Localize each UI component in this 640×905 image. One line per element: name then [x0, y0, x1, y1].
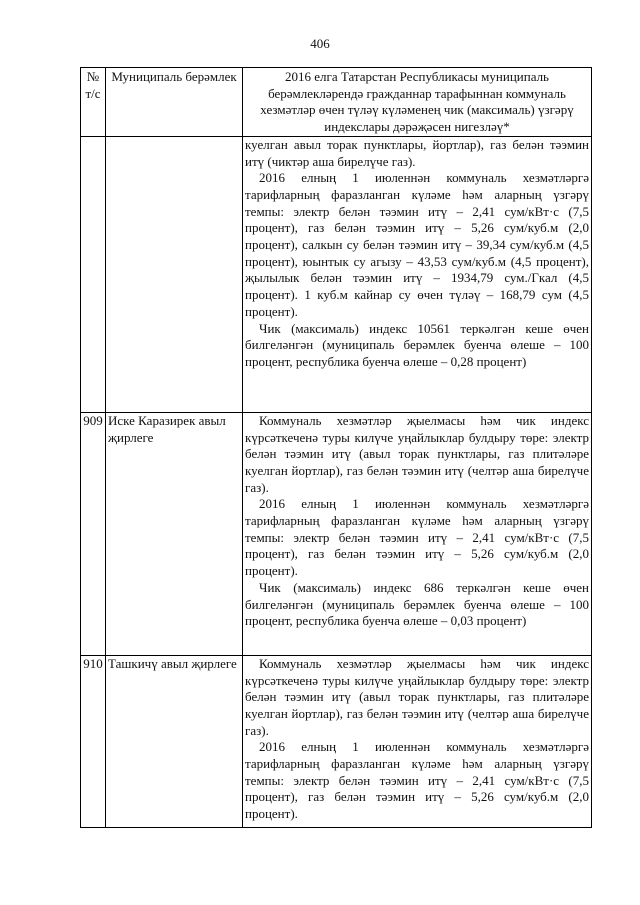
row-number: 910 [81, 655, 106, 827]
row-municipality [106, 136, 243, 412]
description-paragraph: 2016 елның 1 июленнән коммуналь хезмәтләргә тарифларның фаразланган күләме һәм аларның үзгәрү темпы: электр белән тәэмин итү – 2,41 сум/кВт·с (7,5 процент), газ белән тәэмин итү – 5,26 сум/куб.м (2,0 процент), салкын су белән тәэмин итү – 39,34 сум/куб.м (4,5 процент), юынтык су агызу – 43,53 сум/куб.м (4,5 процент), җылылык белән тәэмин итү – 1934,79 сум./Гкал (4,5 процент). 1 куб.м кайнар су өчен түләү – 168,79 сум (4,5 процент). [245, 170, 589, 319]
row-number [81, 136, 106, 412]
description-paragraph: Коммуналь хезмәтләр җыелмасы һәм чик индекс күрсәткеченә туры килүче уңайлыклар булдыру төре: электр белән тәэмин итү (авыл торак пунктлары, газ плитәләре куелган йортлар), газ белән тәэмин итү (челтәр аша бирелүче газ). [245, 655, 589, 738]
row-number: 909 [81, 412, 106, 655]
tariff-index-table [80, 67, 592, 828]
page-number: 406 [310, 36, 330, 51]
header-number: № т/с [81, 68, 106, 137]
row-municipality: Ташкичү авыл җирлеге [106, 655, 243, 827]
description-paragraph: 2016 елның 1 июленнән коммуналь хезмәтләргә тарифларның фаразланган күләме һәм аларның үзгәрү темпы: электр белән тәэмин итү – 2,41 сум/кВт·с (7,5 процент), газ белән тәэмин итү – 5,26 сум/куб.м (2,0 процент). [245, 739, 589, 822]
description-paragraph: Коммуналь хезмәтләр җыелмасы һәм чик индекс күрсәткеченә туры килүче уңайлыклар булдыру төре: электр белән тәэмин итү (авыл торак пунктлары, газ плитәләре куелган йортлар), газ белән тәэмин итү (челтәр аша бирелүче газ). [245, 412, 589, 495]
table-row [81, 655, 592, 827]
table-header-row [81, 68, 592, 137]
row-municipality: Иске Каразирек авыл җирлеге [106, 412, 243, 655]
table-row [81, 136, 592, 412]
description-paragraph: куелган авыл торак пунктлары, йортлар), газ белән тәэмин итү (чиктәр аша бирелүче газ). [245, 136, 589, 169]
description-paragraph: 2016 елның 1 июленнән коммуналь хезмәтләргә тарифларның фаразланган күләме һәм аларның үзгәрү темпы: электр белән тәэмин итү – 2,41 сум/кВт·с (7,5 процент), газ белән тәэмин итү – 5,26 сум/куб.м (2,0 процент). [245, 496, 589, 579]
description-paragraph: Чик (максималь) индекс 10561 теркәлгән кеше өчен билгеләнгән (муниципаль берәмлек буенча өлеше – 100 процент, республика буенча өлеше – 0,28 процент) [245, 320, 589, 369]
row-description [243, 136, 592, 412]
header-description: 2016 елга Татарстан Республикасы муниципаль берәмлекләрендә гражданнар тарафыннан коммуналь хезмәтләр өчен түләү күләменең чик (максималь) үзгәрү индекслары дәрәҗәсен нигезләү* [243, 68, 592, 137]
header-municipality: Муниципаль берәмлек [106, 68, 243, 137]
row-description [243, 412, 592, 655]
table-row [81, 412, 592, 655]
row-description [243, 655, 592, 827]
description-paragraph: Чик (максималь) индекс 686 теркәлгән кеше өчен билгеләнгән (муниципаль берәмлек буенча өлеше – 100 процент, республика буенча өлеше – 0,03 процент) [245, 579, 589, 629]
